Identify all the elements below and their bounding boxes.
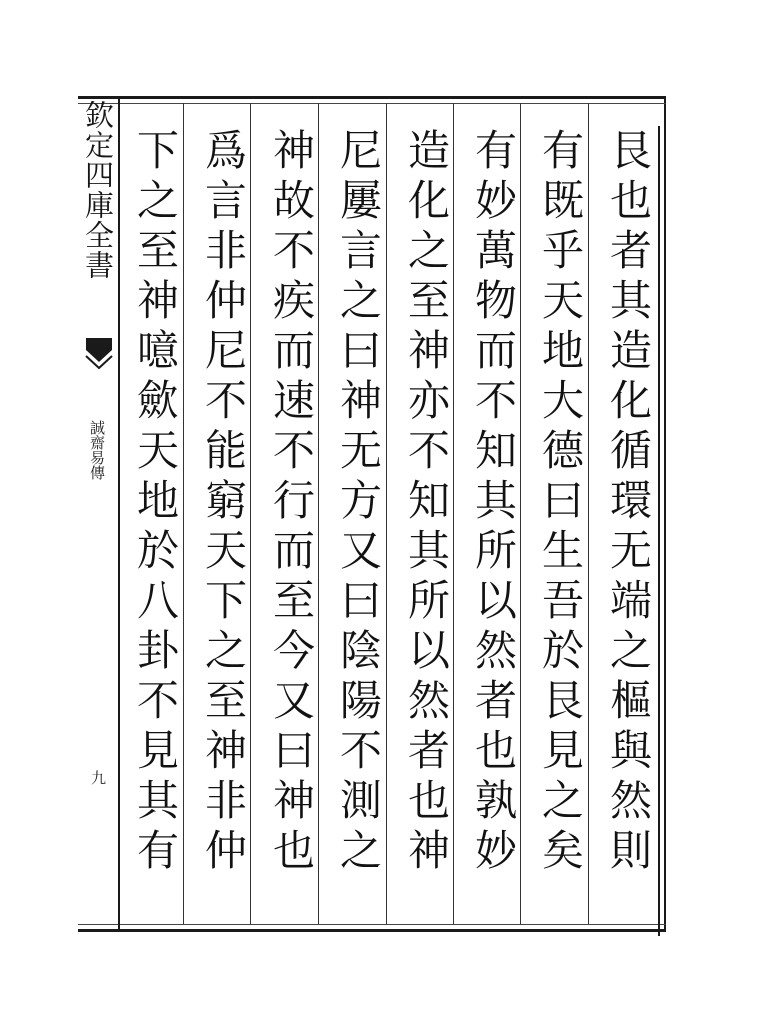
text-column-3: 有妙萬物而不知其所以然者也孰妙 bbox=[469, 128, 518, 878]
page-number: 九 bbox=[89, 770, 107, 785]
collection-title: 欽定四庫全書 bbox=[81, 100, 115, 280]
book-title: 誠齋易傳 bbox=[88, 420, 106, 480]
text-column-4: 造化之至神亦不知其所以然者也神 bbox=[402, 128, 451, 878]
text-column-1: 艮也者其造化循環无端之樞與然則 bbox=[604, 128, 653, 878]
text-column-6: 神故不疾而速不行而至今又曰神也 bbox=[267, 128, 316, 878]
text-column-8: 下之至神噫歛天地於八卦不見其有 bbox=[131, 128, 180, 878]
text-column-5: 尼屢言之曰神无方又曰陰陽不測之 bbox=[334, 128, 383, 878]
text-column-7: 爲言非仲尼不能窮天下之至神非仲 bbox=[199, 128, 248, 878]
top-rule bbox=[78, 103, 666, 104]
bottom-rule bbox=[78, 924, 666, 925]
right-border bbox=[658, 126, 666, 936]
text-column-2: 有既乎天地大德曰生吾於艮見之矣 bbox=[536, 128, 585, 878]
fishtail-ornament-icon bbox=[84, 336, 114, 370]
